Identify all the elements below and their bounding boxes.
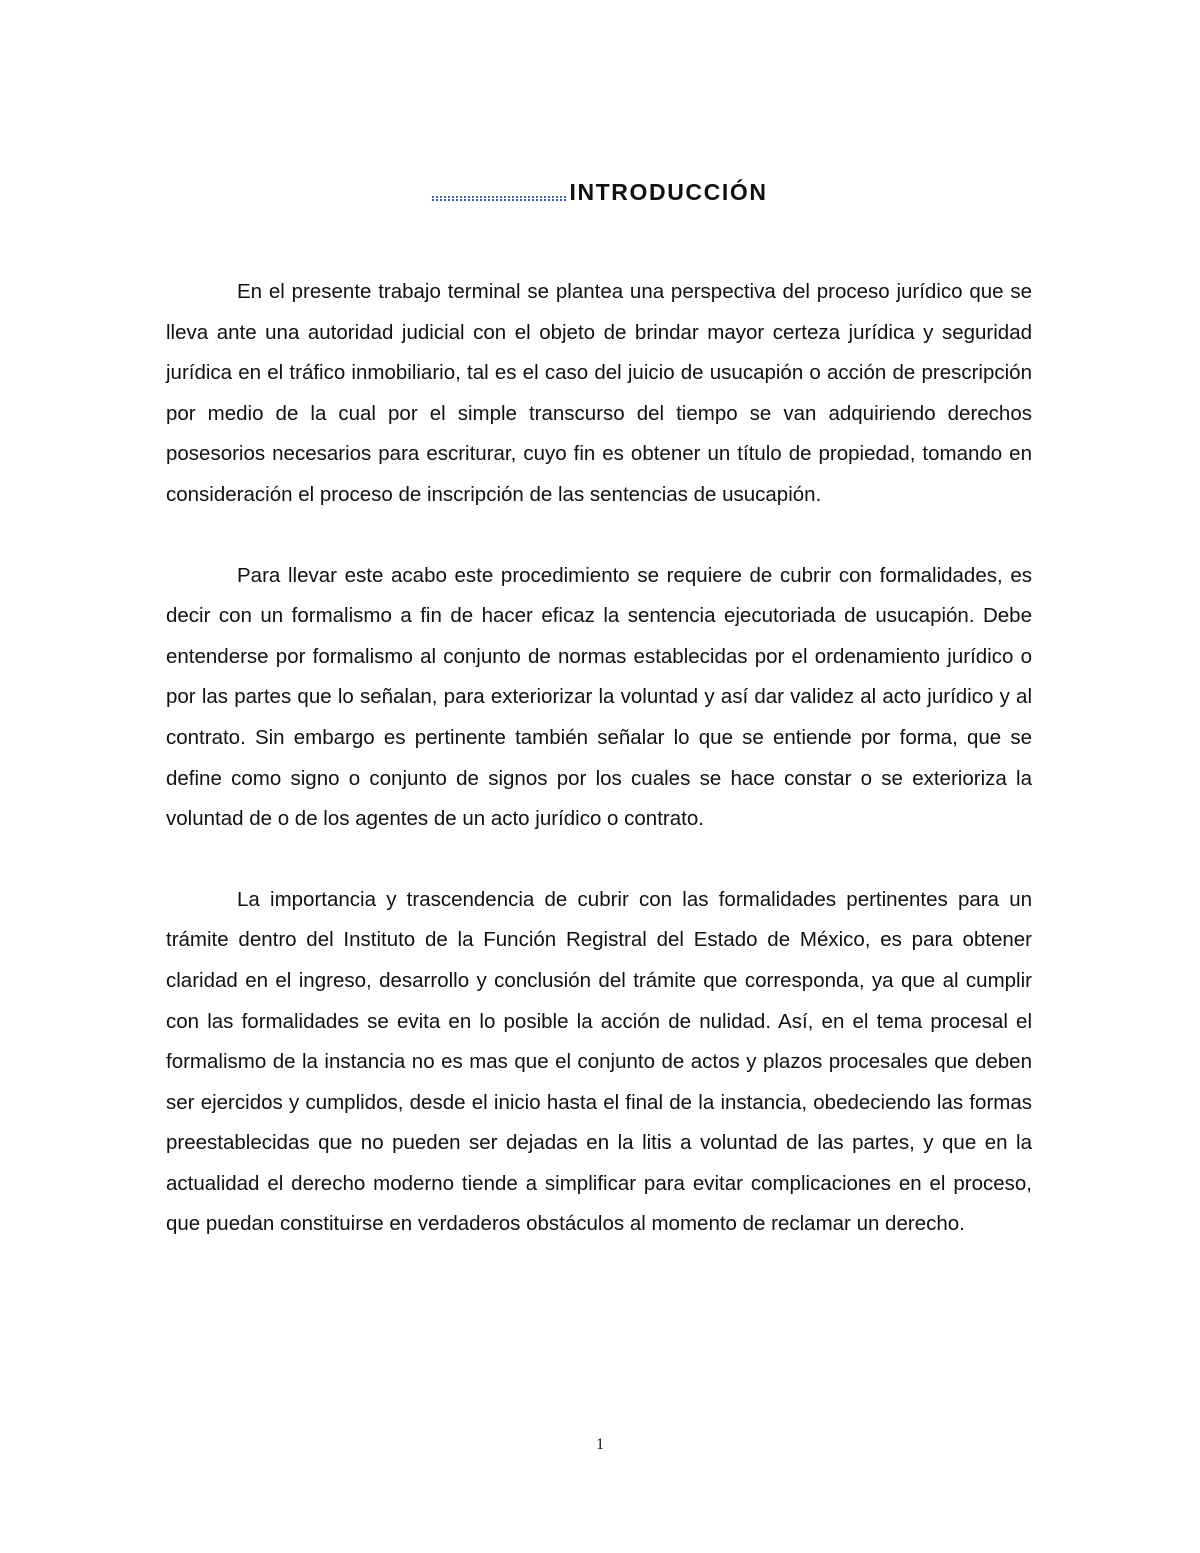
page-number: 1 [596, 1436, 604, 1453]
body-text [166, 272, 1032, 1285]
page-title: INTRODUCCIÓN [569, 179, 768, 205]
title-row [0, 179, 1200, 206]
bookmark-marker [432, 196, 566, 201]
paragraph-3: La importancia y trascendencia de cubrir con las formalidades pertinentes para un trámite dentro del Instituto de la Función Registral del Estado de México, es para obtener claridad en el ingreso, desarrollo y conclusión del trámite que corresponda, ya que al cumplir con las formalidades se evita en lo posible la acción de nulidad. Así, en el tema procesal el formalismo de la instancia no es mas que el conjunto de actos y plazos procesales que deben ser ejercidos y cumplidos, desde el inicio hasta el final de la instancia, obedeciendo las formas preestablecidas que no pueden ser dejadas en la litis a voluntad de las partes, y que en la actualidad el derecho moderno tiende a simplificar para evitar complicaciones en el proceso, que puedan constituirse en verdaderos obstáculos al momento de reclamar un derecho. [166, 887, 1032, 1236]
paragraph-1: En el presente trabajo terminal se plantea una perspectiva del proceso jurídico que se lleva ante una autoridad judicial con el objeto de brindar mayor certeza jurídica y seguridad jurídica en el tráfico inmobiliario, tal es el caso del juicio de usucapión o acción de prescripción por medio de la cual por el simple transcurso del tiempo se van adquiriendo derechos posesorios necesarios para escriturar, cuyo fin es obtener un título de propiedad, tomando en consideración el proceso de inscripción de las sentencias de usucapión. [166, 280, 1032, 506]
paragraph-2: Para llevar este acabo este procedimiento se requiere de cubrir con formalidades, es decir con un formalismo a fin de hacer eficaz la sentencia ejecutoriada de usucapión. Debe entenderse por formalismo al conjunto de normas establecidas por el ordenamiento jurídico o por las partes que lo señalan, para exteriorizar la voluntad y así dar validez al acto jurídico y al contrato. Sin embargo es pertinente también señalar lo que se entiende por forma, que se define como signo o conjunto de signos por los cuales se hace constar o se exterioriza la voluntad de o de los agentes de un acto jurídico o contrato. [166, 563, 1032, 831]
